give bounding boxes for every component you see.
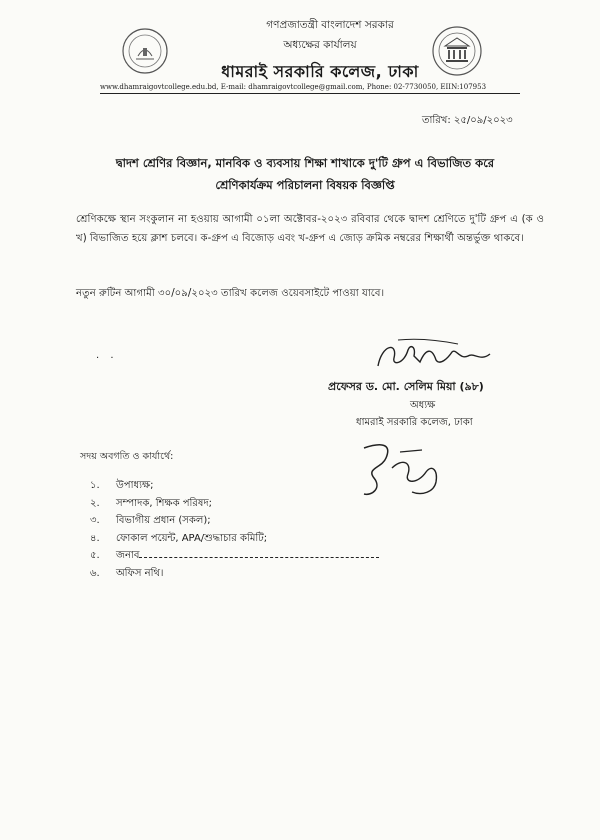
letterhead xyxy=(0,18,600,86)
subject-line-2: শ্রেণিকার্যক্রম পরিচালনা বিষয়ক বিজ্ঞপ্তি xyxy=(215,178,395,192)
notice-subject xyxy=(60,152,550,196)
contact-line: www.dhamraigovtcollege.edu.bd, E-mail: dhamraigovtcollege@gmail.com, Phone: 02-7730050, EIIN:107953 xyxy=(100,83,520,94)
list-item: ৪. ফোকাল পয়েন্ট, APA/শুদ্ধাচার কমিটি; xyxy=(90,532,268,544)
list-item: ৫. জনাব xyxy=(80,548,379,566)
blank-line xyxy=(139,548,379,558)
signatory-name: প্রফেসর ড. মো. সেলিম মিয়া (৯৮) xyxy=(328,380,484,393)
office-name: অধ্যক্ষের কার্যালয় xyxy=(283,39,357,51)
distribution-list xyxy=(80,478,379,583)
list-item: ২. সম্পাদক, শিক্ষক পরিষদ; xyxy=(90,497,213,509)
subject-line-1: দ্বাদশ শ্রেণির বিজ্ঞান, মানবিক ও ব্যবসায় শিক্ষা শাখাকে দু'টি গ্রুপ এ বিভাজিত করে xyxy=(115,156,495,170)
list-item: ৩. বিভাগীয় প্রধান (সকল); xyxy=(90,515,211,526)
notice-date: তারিখ: ২৫/০৯/২০২৩ xyxy=(422,115,513,126)
signatory-college: ধামরাই সরকারি কলেজ, ঢাকা xyxy=(356,417,473,428)
distribution-title: সদয় অবগতি ও কার্যার্থে: xyxy=(80,451,174,462)
list-item: ৬. অফিস নথি। xyxy=(90,567,164,579)
principal-signature xyxy=(368,336,498,376)
notice-paragraph-2: নতুন রুটিন আগামী ৩০/০৯/২০২৩ তারিখ কলেজ ওয়েবসাইটে পাওয়া যাবে। xyxy=(76,288,385,299)
college-name: ধামরাই সরকারি কলেজ, ঢাকা xyxy=(221,62,419,81)
government-name: গণপ্রজাতন্ত্রী বাংলাদেশ সরকার xyxy=(266,19,394,31)
notice-paragraph-1: শ্রেণিকক্ষে স্থান সংকুলান না হওয়ায় আগামী ০১লা অক্টোবর-২০২৩ রবিবার থেকে দ্বাদশ শ্রেণিতে দু'টি গ্রুপ এ (ক ও খ) বিভাজিত হয়ে ক্লাশ চলবে। ক-গ্রুপ এ বিজোড় এবং খ-গ্রুপ এ জোড় ক্রমিক নম্বরের শিক্ষার্থী অন্তর্ভুক্ত থাকবে। xyxy=(76,214,544,244)
stray-marks: . . xyxy=(96,350,118,361)
signatory-title: অধ্যক্ষ xyxy=(410,400,436,411)
list-item: ১. উপাধ্যক্ষ; xyxy=(90,480,154,491)
